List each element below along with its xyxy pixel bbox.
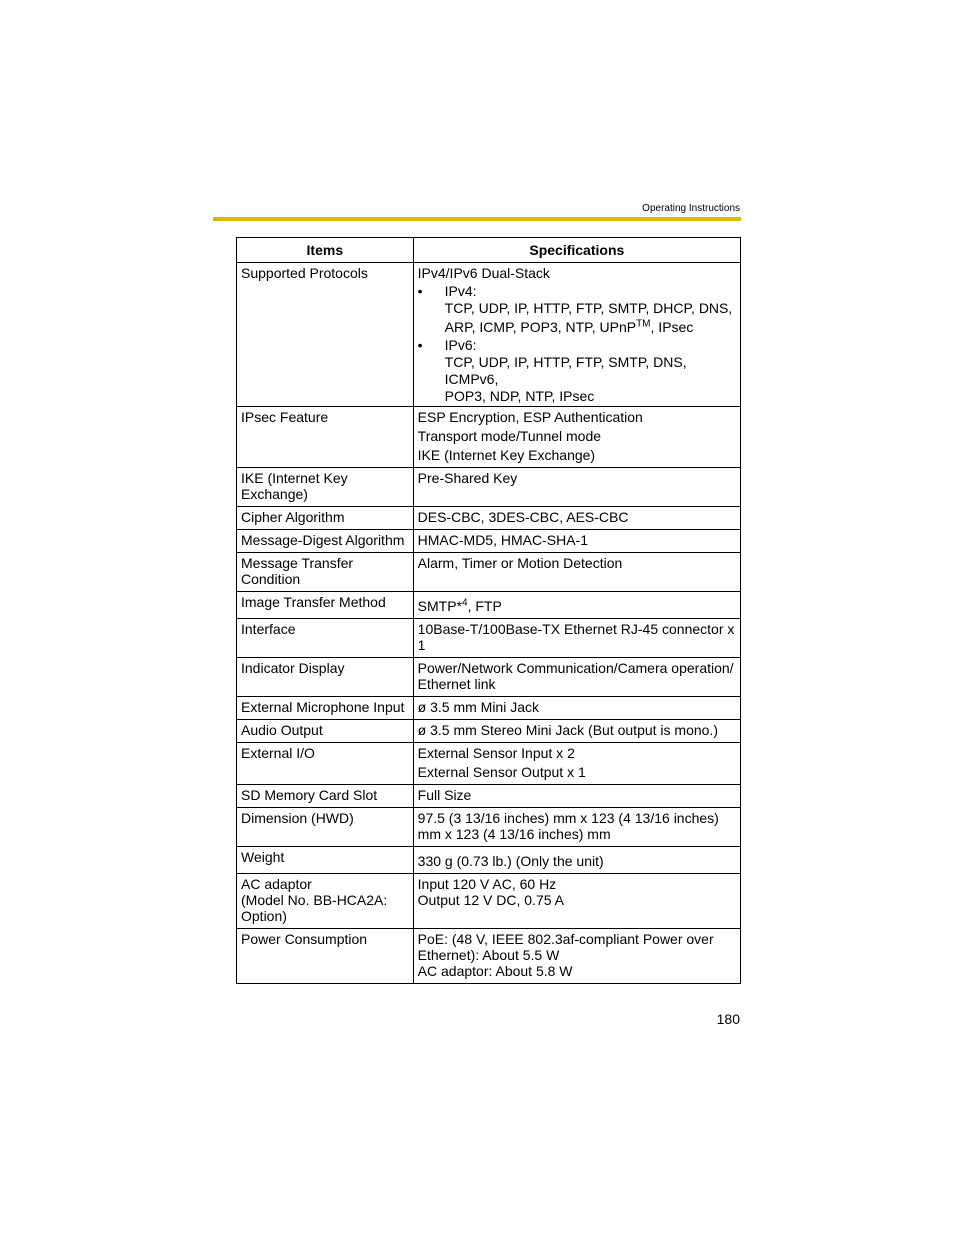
item-cell: Supported Protocols [237, 263, 414, 407]
column-header-specifications: Specifications [413, 238, 740, 263]
item-cell: Cipher Algorithm [237, 507, 414, 530]
specifications-table [236, 237, 741, 984]
spec-cell: 10Base-T/100Base-TX Ethernet RJ-45 connector x 1 [413, 619, 740, 658]
item-cell: SD Memory Card Slot [237, 785, 414, 808]
item-cell: Dimension (HWD) [237, 808, 414, 847]
table-row [237, 785, 741, 808]
bullet: • [417, 337, 423, 353]
item-cell: Interface [237, 619, 414, 658]
table-row [237, 553, 741, 592]
spec-cell: ø 3.5 mm Mini Jack [413, 697, 740, 720]
spec-cell: 330 g (0.73 lb.) (Only the unit) [413, 847, 740, 874]
spec-cell: HMAC-MD5, HMAC-SHA-1 [413, 530, 740, 553]
item-cell: Weight [237, 847, 414, 874]
spec-cell: 97.5 (3 13/16 inches) mm x 123 (4 13/16 inches) mm x 123 (4 13/16 inches) mm [413, 808, 740, 847]
spec-cell: ø 3.5 mm Stereo Mini Jack (But output is mono.) [413, 720, 740, 743]
spec-cell: Input 120 V AC, 60 Hz Output 12 V DC, 0.75 A [413, 874, 740, 929]
table-row [237, 263, 741, 407]
item-cell: Image Transfer Method [237, 592, 414, 619]
table-row [237, 808, 741, 847]
spec-cell: External Sensor Input x 2 External Sensor Output x 1 [413, 743, 740, 785]
header-rule [213, 217, 741, 221]
table-row [237, 847, 741, 874]
table-row [237, 592, 741, 619]
bullet: • [417, 283, 423, 299]
column-header-items: Items [237, 238, 414, 263]
spec-cell: Power/Network Communication/Camera operation/ Ethernet link [413, 658, 740, 697]
item-cell: IKE (Internet Key Exchange) [237, 468, 414, 507]
spec-cell: Alarm, Timer or Motion Detection [413, 553, 740, 592]
table-row [237, 743, 741, 785]
spec-cell: DES-CBC, 3DES-CBC, AES-CBC [413, 507, 740, 530]
spec-cell: Pre-Shared Key [413, 468, 740, 507]
item-cell: AC adaptor (Model No. BB-HCA2A: Option) [237, 874, 414, 929]
item-cell: Indicator Display [237, 658, 414, 697]
table-row [237, 507, 741, 530]
table-row [237, 468, 741, 507]
table-row [237, 658, 741, 697]
table-row [237, 720, 741, 743]
item-cell: IPsec Feature [237, 407, 414, 468]
table-row [237, 407, 741, 468]
item-cell: External I/O [237, 743, 414, 785]
item-cell: Power Consumption [237, 929, 414, 984]
section-label: Operating Instructions [642, 203, 740, 214]
page-number: 180 [716, 1011, 740, 1027]
table-row [237, 619, 741, 658]
spec-cell: SMTP*$^4$, FTP [413, 592, 740, 619]
item-cell: Audio Output [237, 720, 414, 743]
table-row [237, 929, 741, 984]
spec-cell: IPv4/IPv6 Dual-Stack • IPv4: TCP, UDP, IP, HTTP, FTP, SMTP, DHCP, DNS, ARP, ICMP, POP3, NTP, UPnP™, IPsec • IPv6: TCP, UDP, IP, HTTP, FTP, SMTP, DNS, ICMPv6, POP3, NDP, NTP, IPsec [413, 263, 740, 407]
table-row [237, 874, 741, 929]
spec-cell: Full Size [413, 785, 740, 808]
spec-cell: PoE: (48 V, IEEE 802.3af-compliant Power over Ethernet): About 5.5 W AC adaptor: About 5.8 W [413, 929, 740, 984]
table-row [237, 530, 741, 553]
spec-cell: ESP Encryption, ESP Authentication Transport mode/Tunnel mode IKE (Internet Key Exchange) [413, 407, 740, 468]
item-cell: External Microphone Input [237, 697, 414, 720]
table-header-row [237, 238, 741, 263]
table-row [237, 697, 741, 720]
item-cell: Message-Digest Algorithm [237, 530, 414, 553]
item-cell: Message Transfer Condition [237, 553, 414, 592]
